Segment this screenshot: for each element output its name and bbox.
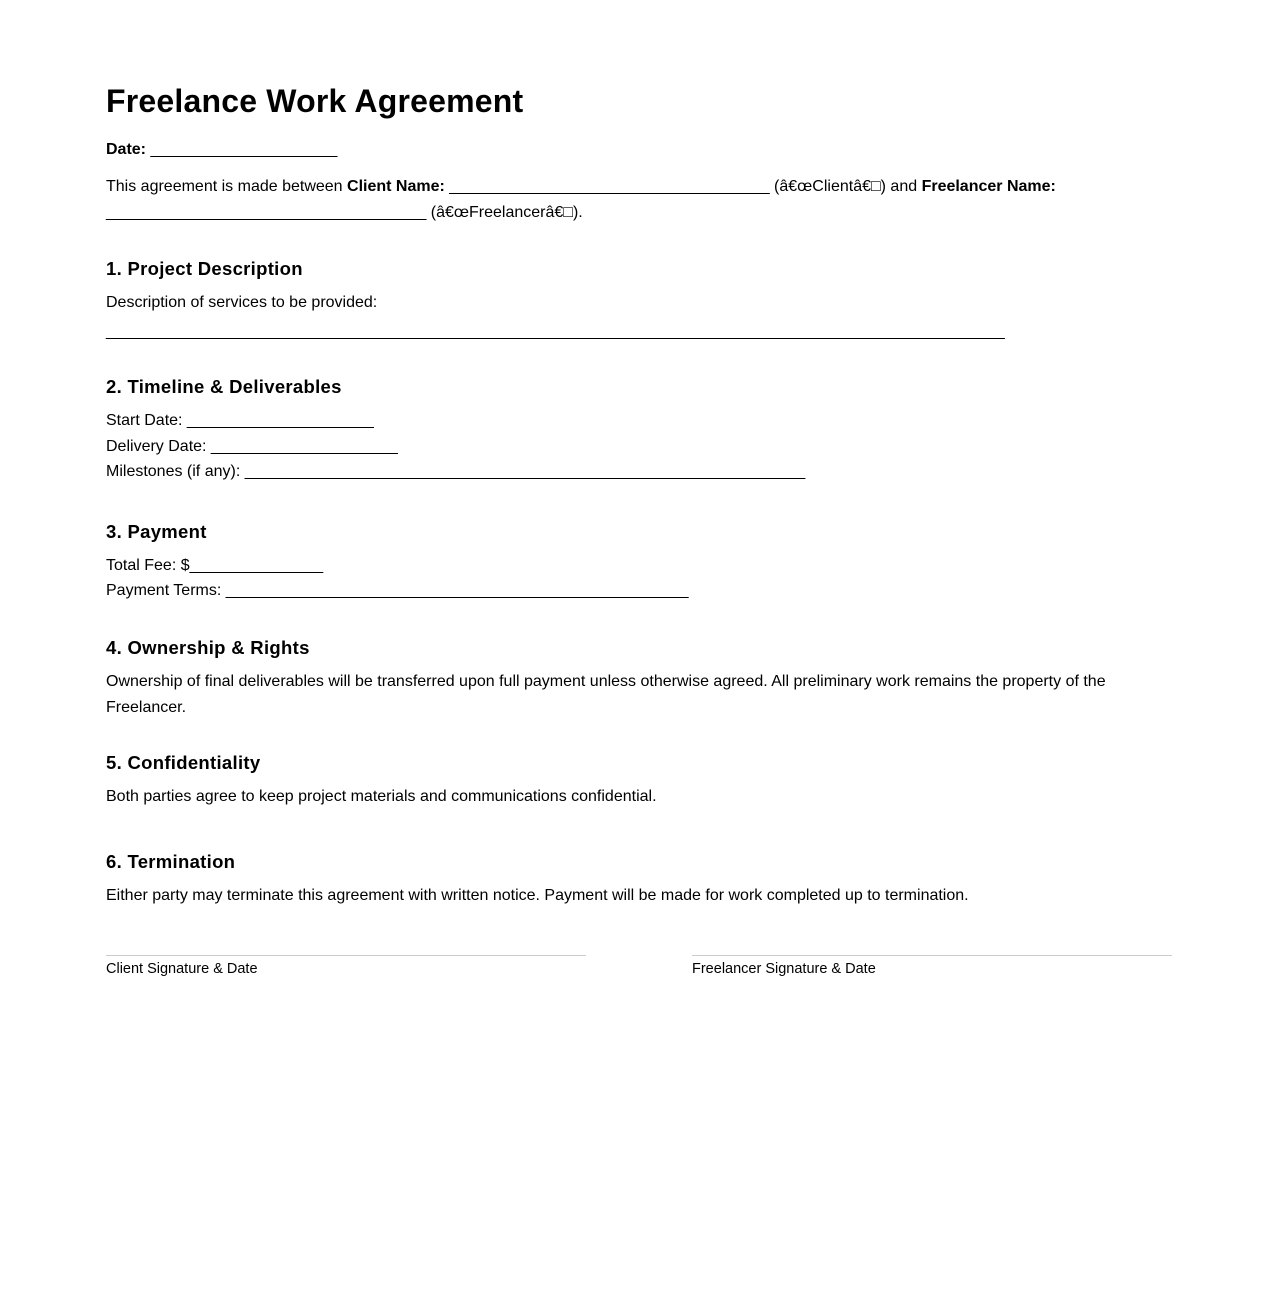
client-signature-block — [106, 955, 586, 979]
payment-terms-blank[interactable]: ____________________________________________________ — [225, 582, 689, 599]
date-blank[interactable]: _____________________ — [150, 141, 338, 158]
delivery-date-label: Delivery Date: — [106, 437, 211, 455]
freelancer-name-blank[interactable]: ____________________________________ — [106, 204, 427, 221]
delivery-date-blank[interactable]: _____________________ — [210, 437, 398, 455]
client-name-blank[interactable]: ____________________________________ — [444, 178, 770, 195]
freelancer-signature-label: Freelancer Signature & Date — [692, 961, 876, 977]
description-blank[interactable]: _____________________________________________________________________________________________________ — [106, 323, 1005, 340]
freelancer-signature-line[interactable] — [692, 955, 1172, 956]
client-name-label: Client Name: — [347, 178, 445, 195]
freelancer-suffix: (â€œFreelancerâ€□). — [426, 204, 583, 221]
confidentiality-text: Both parties agree to keep project materials and communications confidential. — [106, 787, 657, 805]
section-heading: 1. Project Description — [106, 258, 303, 279]
freelancer-name-label: Freelancer Name: — [921, 178, 1056, 195]
intro-paragraph — [106, 174, 1172, 226]
section-heading: 6. Termination — [106, 850, 236, 872]
payment-terms-label: Payment Terms: — [106, 582, 226, 599]
client-signature-line[interactable] — [106, 955, 586, 956]
total-fee-field — [106, 553, 1172, 579]
date-label: Date: — [106, 141, 147, 158]
document-title: Freelance Work Agreement — [106, 83, 524, 119]
client-suffix: (â€œClientâ€□) and — [769, 178, 922, 195]
total-fee-label: Total Fee: $ — [106, 556, 190, 574]
milestones-field — [106, 459, 1172, 485]
signature-area — [106, 955, 1172, 979]
start-date-field — [106, 408, 1172, 434]
date-field — [106, 138, 1172, 162]
start-date-label: Start Date: — [106, 412, 187, 429]
section-heading: 4. Ownership & Rights — [106, 636, 310, 658]
section-payment — [106, 520, 1172, 604]
milestones-label: Milestones (if any): — [106, 463, 245, 480]
payment-terms-field — [106, 578, 1172, 604]
section-timeline-deliverables — [106, 375, 1172, 485]
client-signature-label: Client Signature & Date — [106, 961, 258, 977]
section-ownership-rights — [106, 636, 1172, 721]
section-confidentiality — [106, 751, 1172, 810]
description-label: Description of services to be provided: — [106, 294, 378, 311]
start-date-blank[interactable]: _____________________ — [186, 412, 374, 429]
section-termination — [106, 850, 1172, 909]
milestones-blank[interactable]: _______________________________________________________________ — [244, 463, 806, 480]
delivery-date-field — [106, 434, 1172, 460]
total-fee-blank[interactable]: _______________ — [189, 556, 324, 574]
termination-text: Either party may terminate this agreement with written notice. Payment will be made for work completed up to termination. — [106, 886, 969, 904]
ownership-text: Ownership of final deliverables will be transferred upon full payment unless otherwise agreed. All preliminary work remains the property of the Freelancer. — [106, 672, 1106, 716]
freelancer-signature-block — [692, 955, 1172, 979]
section-heading: 5. Confidentiality — [106, 751, 261, 773]
section-project-description — [106, 257, 1172, 342]
section-heading: 3. Payment — [106, 520, 207, 542]
section-heading: 2. Timeline & Deliverables — [106, 376, 342, 397]
intro-prefix: This agreement is made between — [106, 178, 348, 195]
